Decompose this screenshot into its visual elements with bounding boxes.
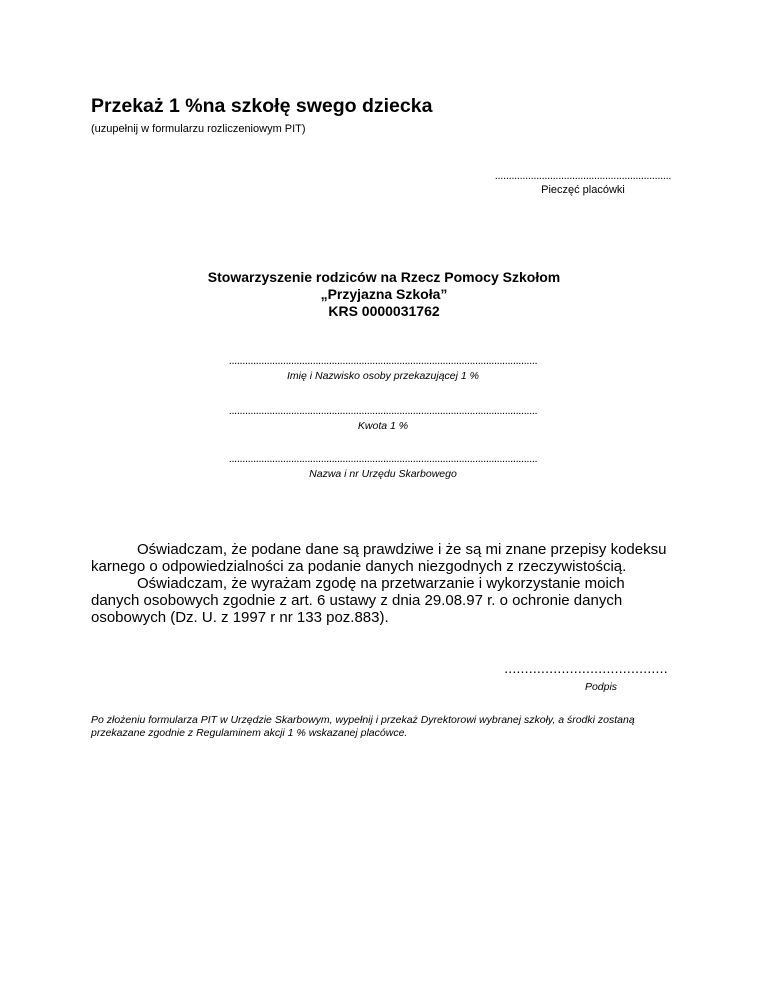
signature-dotted-line: ........................................ — [504, 661, 668, 675]
declaration-block — [91, 541, 671, 626]
field-label: Imię i Nazwisko osoby przekazującej 1 % — [287, 370, 479, 382]
stamp-label: Pieczęć placówki — [541, 184, 625, 196]
field-tax-office — [200, 454, 566, 480]
field-dotted-line: .................................................................................................................. — [228, 454, 538, 465]
field-dotted-line: .................................................................................................................. — [228, 356, 538, 367]
organization-block — [150, 269, 618, 320]
field-name — [200, 356, 566, 382]
organization-name: Stowarzyszenie rodziców na Rzecz Pomocy Szkołom — [207, 269, 561, 285]
signature-block — [497, 661, 675, 693]
organization-krs: KRS 0000031762 — [328, 303, 440, 319]
field-label: Kwota 1 % — [357, 420, 409, 432]
organization-alias: „Przyjazna Szkoła” — [320, 286, 448, 302]
field-amount — [200, 406, 566, 432]
stamp-block — [488, 170, 678, 196]
declaration-paragraph-consent: Oświadczam, że wyrażam zgodę na przetwarzanie i wykorzystanie moich danych osobowych zgodnie z art. 6 ustawy z dnia 29.08.97 r. o ochronie danych osobowych (Dz. U. z 1997 r nr 133 poz.883). — [91, 575, 625, 626]
signature-label: Podpis — [584, 681, 618, 693]
field-label: Nazwa i nr Urzędu Skarbowego — [309, 468, 457, 480]
footnote: Po złożeniu formularza PIT w Urzędzie Skarbowym, wypełnij i przekaż Dyrektorowi wybranej szkoły, a środki zostaną przekazane zgodnie z Regulaminem akcji 1 % wskazanej placówce. — [91, 714, 635, 739]
field-dotted-line: .................................................................................................................. — [228, 406, 538, 417]
page-title: Przekaż 1 %na szkołę swego dziecka — [91, 95, 433, 117]
declaration-paragraph-truth: Oświadczam, że podane dane są prawdziwe i że są mi znane przepisy kodeksu karnego o odpowiedzialności za podanie danych niezgodnych z rzeczywistością. — [91, 541, 667, 575]
stamp-dotted-line: ................................................................ — [494, 170, 672, 182]
page-subtitle: (uzupełnij w formularzu rozliczeniowym PIT) — [91, 123, 306, 135]
